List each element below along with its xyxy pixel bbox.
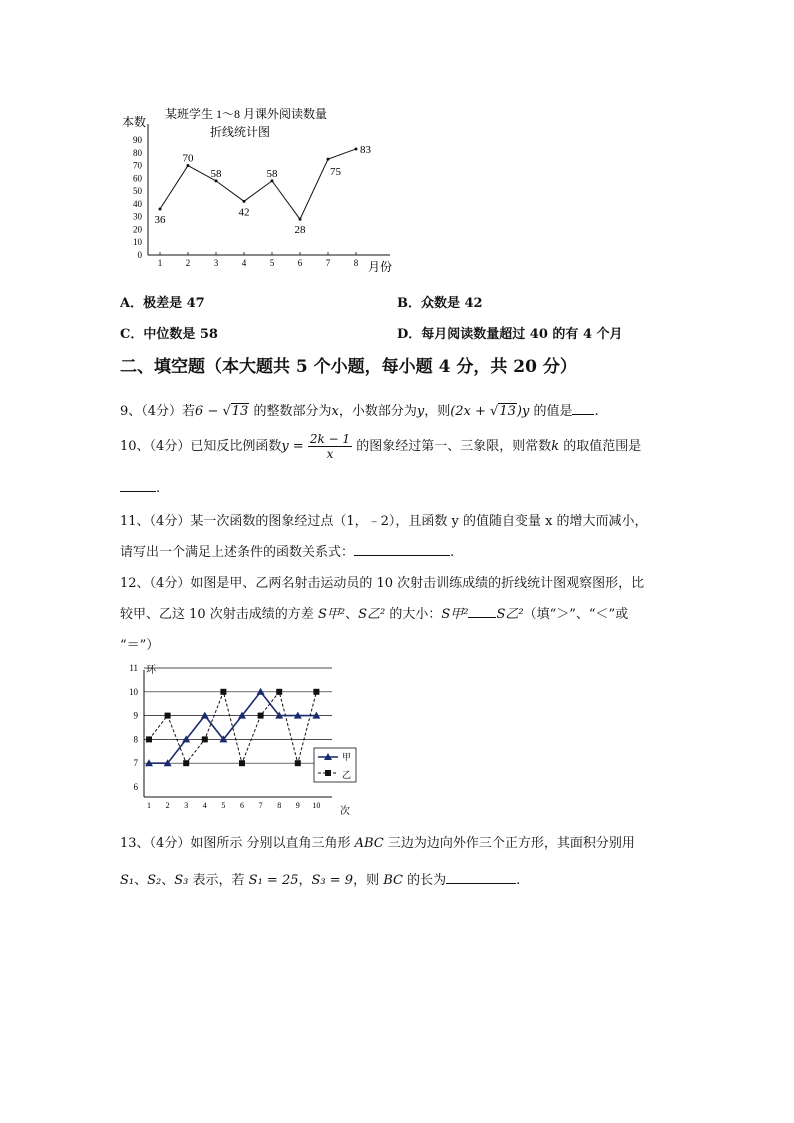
series-jia-line (149, 692, 316, 763)
option-c[interactable]: C．中位数是 58 (120, 327, 218, 342)
q13-answer-blank[interactable] (446, 871, 516, 884)
chart1-ylabel: 本数 (122, 115, 147, 129)
chart2-xtick: 1 (147, 801, 151, 810)
chart1-data-label: 28 (294, 224, 306, 237)
q11-end: . (450, 545, 455, 560)
q9-end: . (594, 404, 599, 419)
q9-sqrt-arg2: 13 (499, 404, 516, 419)
chart1-data-label: 58 (266, 167, 278, 180)
chart1-data-label: 75 (330, 166, 341, 179)
q13-s1: S₁ (120, 873, 135, 888)
q9-var-x: x (331, 404, 339, 419)
chart2-legend (314, 748, 356, 782)
series-yi-point (183, 760, 189, 766)
question-12-line3: “＝”） (120, 638, 160, 653)
chart1-xlabel: 月份 (368, 260, 393, 274)
chart2-ytick: 10 (129, 686, 138, 697)
chart2-xtick: 5 (221, 801, 226, 810)
q9-suffix: 的值是 (529, 404, 573, 419)
q12-line2-b: 的大小： (385, 607, 442, 622)
q10-lhs: y = (281, 439, 308, 454)
q9-sqrt-arg: 13 (231, 404, 249, 419)
chart1-ytick: 70 (133, 160, 142, 171)
series-yi-point (165, 713, 171, 719)
chart1-xtick: 8 (353, 258, 359, 268)
chart2-xtick: 8 (277, 801, 282, 810)
q13-comma: ， (298, 873, 312, 888)
chart1-ytick: 90 (133, 135, 142, 145)
q9-expr-b: (2x + (450, 404, 491, 419)
q12-line2-a: 较甲、乙这 10 次射击成绩的方差 (120, 607, 318, 622)
question-13-line2 (120, 869, 680, 888)
q12-answer-blank[interactable] (468, 605, 496, 618)
series-yi-point (258, 713, 264, 719)
series-yi-point (313, 689, 319, 695)
q12-line2-c: （填“＞”、“＜”或 (523, 607, 629, 622)
q13-line2-b: ，则 (353, 873, 384, 888)
chart2-xtick: 2 (165, 801, 170, 810)
chart1-point (327, 158, 330, 161)
shooting-scores-chart (118, 660, 368, 820)
q13-bc: BC (383, 873, 403, 888)
chart1-data-label: 58 (210, 167, 222, 180)
q9-mid1: 的整数部分为 (249, 404, 332, 419)
chart1-xtick: 6 (297, 258, 303, 268)
chart2-xtick: 6 (240, 801, 244, 810)
series-jia-point (201, 712, 209, 719)
question-9: 9、（4分）若6 − √13 的整数部分为x，小数部分为y，则(2x + √13)y 的值是 . (120, 404, 599, 419)
option-a[interactable]: A．极差是 47 (120, 296, 205, 311)
q13-eq1: S₁ = 25 (248, 873, 299, 888)
q10-mid: 的图象经过第一、三象限，则常数 (352, 439, 552, 454)
chart1-ytick: 40 (133, 198, 142, 209)
question-11-line1: 11、（4分）某一次函数的图象经过点（1，﹣2），且函数 y 的值随自变量 x 的增大而减小， (120, 514, 648, 529)
chart1-xtick: 3 (213, 258, 219, 268)
chart1-ytick: 10 (133, 237, 142, 248)
chart2-ytick: 8 (133, 734, 138, 745)
chart2-xtick: 9 (295, 801, 300, 810)
chart2-xtick: 4 (202, 801, 207, 810)
chart2-ytick: 11 (129, 663, 138, 673)
question-13-line1 (120, 832, 680, 851)
q9-expr-a: 6 − (195, 404, 223, 419)
q10-fraction (308, 432, 352, 461)
chart2-ytick: 9 (133, 710, 138, 721)
chart2-ytick: 6 (133, 782, 138, 792)
q13-end: . (516, 873, 521, 888)
chart1-data-label: 70 (182, 152, 194, 165)
chart1-xtick: 4 (241, 258, 247, 268)
q11-line2-text: 请写出一个满足上述条件的函数关系式： (120, 545, 355, 560)
q12-s-yi: S乙² (358, 607, 386, 622)
option-d[interactable]: D．每月阅读数量超过 40 的有 4 个月 (397, 327, 623, 342)
q9-mid2: ，小数部分为 (338, 404, 417, 419)
q12-s-yi2: S乙² (496, 607, 524, 622)
q13-eq2: S₃ = 9 (311, 873, 354, 888)
q13-s2: S₂ (147, 873, 162, 888)
chart1-ytick: 30 (133, 211, 142, 222)
chart1-point (355, 147, 358, 150)
chart1-title-line1: 某班学生 1～8 月课外阅读数量 (165, 107, 328, 121)
q12-s-jia2: S甲² (441, 607, 469, 622)
chart2-ytick: 7 (133, 758, 138, 769)
q13-sep2: 、 (161, 873, 175, 888)
chart1-xtick: 7 (325, 258, 331, 268)
chart1-point (299, 218, 302, 221)
q13-s3: S₃ (174, 873, 189, 888)
chart1-xtick: 5 (269, 258, 275, 268)
q9-var-y: y (416, 404, 425, 419)
series-yi-point (220, 689, 226, 695)
series-yi-point (239, 760, 245, 766)
q10-prefix: 10、（4分）已知反比例函数 (120, 439, 282, 454)
chart1-xtick: 2 (185, 258, 191, 268)
chart1-ytick: 80 (133, 147, 142, 158)
q12-s-jia: S甲² (317, 607, 346, 622)
chart1-title-line2: 折线统计图 (210, 125, 271, 139)
chart1-ytick: 50 (133, 186, 142, 197)
chart1-point (243, 200, 246, 203)
question-10 (120, 432, 680, 461)
legend-jia: 甲 (342, 752, 352, 762)
question-10-line2 (120, 479, 680, 496)
chart1-ytick: 20 (133, 224, 142, 235)
q13-line1-b: 三边为边向外作三个正方形，其面积分别用 (383, 836, 635, 851)
option-b[interactable]: B．众数是 42 (397, 296, 483, 311)
q10-end: . (156, 481, 161, 496)
q10-suffix: 的取值范围是 (559, 439, 642, 454)
q10-denominator: x (326, 447, 334, 461)
q13-sep1: 、 (134, 873, 148, 888)
q10-numerator: 2k − 1 (309, 432, 351, 446)
question-11-line2 (120, 541, 680, 560)
chart1-data-label: 83 (360, 143, 371, 156)
chart2-xlabel: 次 (340, 806, 350, 817)
chart2-xtick: 7 (258, 801, 263, 810)
q13-line2-a: 表示，若 (188, 873, 249, 888)
q10-var-k: k (551, 439, 560, 454)
q13-line1-a: 13、（4分）如图所示 分别以直角三角形 (120, 836, 355, 851)
reading-line-chart (110, 100, 410, 275)
q13-abc: ABC (354, 836, 384, 851)
chart1-data-label: 42 (238, 206, 250, 219)
q10-answer-blank[interactable] (120, 479, 156, 492)
question-12-line2 (120, 603, 680, 622)
question-12-line1: 12、（4分）如图是甲、乙两名射击运动员的 10 次射击训练成绩的折线统计图观察图形，比 (120, 576, 645, 591)
chart1-point (159, 208, 162, 211)
legend-yi: 乙 (342, 770, 352, 780)
legend-square-icon (325, 770, 331, 776)
series-yi-point (295, 760, 301, 766)
series-yi-point (276, 689, 282, 695)
chart1-ytick: 0 (137, 250, 142, 260)
chart1-xtick: 1 (157, 258, 163, 268)
series-jia-point (257, 688, 265, 695)
q9-mid3: ，则 (424, 404, 451, 419)
series-yi-point (202, 736, 208, 742)
section-title: 二、填空题（本大题共 5 个小题，每小题 4 分，共 20 分） (120, 357, 577, 377)
q9-answer-blank[interactable] (572, 402, 594, 415)
chart2-xtick: 10 (312, 801, 321, 810)
series-yi-point (146, 736, 152, 742)
q11-answer-blank[interactable] (354, 543, 450, 556)
q9-prefix: 9、（4分）若 (120, 404, 196, 419)
q12-sep: 、 (345, 607, 359, 622)
q9-expr-c: )y (516, 404, 530, 419)
q13-line2-c: 的长为 (402, 873, 447, 888)
chart1-ytick: 60 (133, 173, 142, 184)
chart2-ylabel: 环 (146, 665, 156, 676)
chart1-data-label: 36 (154, 214, 166, 226)
chart2-xtick: 3 (184, 801, 189, 810)
